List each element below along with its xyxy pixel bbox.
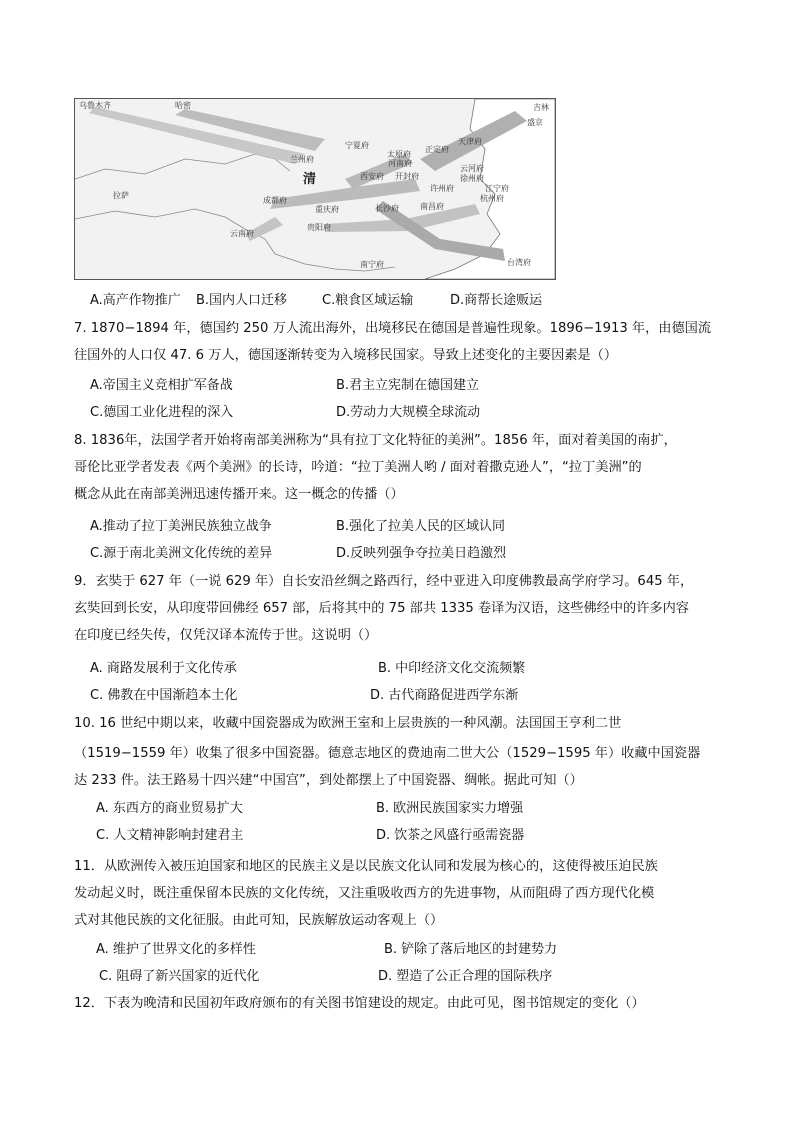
q9-option-b: B. 中印经济文化交流频繁: [378, 661, 526, 676]
q11-option-c: C. 阻碍了新兴国家的近代化: [99, 969, 260, 984]
q10-option-c: C. 人文精神影响封建君主: [96, 828, 244, 843]
map-label: 拉萨: [113, 191, 129, 200]
map-label: 杭州府: [480, 194, 504, 203]
q7-option-c: C.德国工业化进程的深入: [90, 405, 234, 420]
map-label: 太原府: [387, 150, 411, 159]
q10-stem-line: （1519−1559 年）收集了很多中国瓷器。德意志地区的费迪南二世大公（1529−1595 年）收藏中国瓷器: [74, 746, 701, 761]
q6-option-c: C.粮食区域运输: [322, 293, 414, 308]
map-label: 开封府: [395, 172, 419, 181]
map-label: 成都府: [263, 196, 287, 205]
map-label: 徐州府: [460, 174, 484, 183]
map-label: 南昌府: [420, 202, 444, 211]
map-label: 江宁府: [485, 184, 509, 193]
q9-stem-line: 9．玄奘于 627 年（一说 629 年）自长安沿丝绸之路西行，经中亚进入印度佛教最高学府学习。645 年，: [74, 574, 694, 589]
q9-option-c: C. 佛教在中国渐趋本土化: [90, 688, 238, 703]
q8-option-b: B.强化了拉美人民的区域认同: [336, 519, 506, 534]
qing-migration-map: [74, 98, 556, 280]
map-label: 乌鲁木齐: [79, 101, 111, 110]
map-label: 天津府: [458, 137, 482, 146]
q7-stem-line: 7. 1870−1894 年，德国约 250 万人流出海外，出境移民在德国是普遍性现象。1896−1913 年，由德国流: [74, 321, 712, 336]
q8-option-c: C.源于南北美洲文化传统的差异: [90, 546, 273, 561]
map-label: 河南府: [388, 159, 412, 168]
q9-stem-line: 在印度已经失传，仅凭汉译本流传于世。这说明（）: [74, 628, 378, 643]
q11-option-a: A. 维护了世界文化的多样性: [96, 942, 256, 957]
map-label-qing: 清: [303, 172, 317, 187]
q8-stem-line: 哥伦比亚学者发表《两个美洲》的长诗，吟道：“拉丁美洲人哟 / 面对着撒克逊人”，“拉丁美洲”的: [74, 460, 642, 475]
q7-stem-line: 往国外的人口仅 47. 6 万人，德国逐渐转变为入境移民国家。导致上述变化的主要因素是（）: [74, 348, 618, 363]
q11-option-d: D. 塑造了公正合理的国际秩序: [378, 969, 553, 984]
map-label: 宁夏府: [345, 141, 369, 150]
map-label: 兰州府: [290, 155, 314, 164]
q10-option-b: B. 欧洲民族国家实力增强: [376, 801, 524, 816]
map-label: 哈密: [175, 101, 191, 110]
q8-stem-line: 概念从此在南部美洲迅速传播开来。这一概念的传播（）: [74, 487, 404, 502]
map-label: 许州府: [430, 184, 454, 193]
q10-stem-line: 10. 16 世纪中期以来，收藏中国瓷器成为欧洲王室和上层贵族的一种风潮。法国国王亨利二世: [74, 716, 622, 731]
map-label: 吉林: [533, 103, 549, 112]
map-label: 南宁府: [360, 260, 384, 269]
map-graphic: [75, 99, 555, 279]
map-label: 云南府: [230, 229, 254, 238]
q7-option-d: D.劳动力大规模全球流动: [336, 405, 481, 420]
q10-option-d: D. 饮茶之风盛行亟需瓷器: [376, 828, 525, 843]
q7-option-b: B.君主立宪制在德国建立: [336, 378, 480, 393]
q6-option-d: D.商帮长途贩运: [450, 293, 543, 308]
q11-stem-line: 发动起义时，既注重保留本民族的文化传统，又注重吸收西方的先进事物，从而阻碍了西方现代化模: [74, 886, 655, 901]
q11-option-b: B. 铲除了落后地区的封建势力: [384, 942, 558, 957]
q11-stem-line: 11．从欧洲传入被压迫国家和地区的民族主义是以民族文化认同和发展为核心的，这使得被压迫民族: [74, 859, 658, 874]
q7-option-a: A.帝国主义竞相扩军备战: [90, 378, 233, 393]
q9-option-a: A. 商路发展利于文化传承: [90, 661, 237, 676]
q11-stem-line: 式对其他民族的文化征服。由此可知，民族解放运动客观上（）: [74, 913, 444, 928]
q12-stem-line: 12．下表为晚清和民国初年政府颁布的有关图书馆建设的规定。由此可见，图书馆规定的变化（）: [74, 996, 645, 1011]
map-label: 台湾府: [507, 258, 531, 267]
map-label: 西安府: [360, 172, 384, 181]
q9-stem-line: 玄奘回到长安，从印度带回佛经 657 部，后将其中的 75 部共 1335 卷译为汉语，这些佛经中的许多内容: [74, 601, 689, 616]
map-label: 长沙府: [375, 204, 399, 213]
q8-option-d: D.反映列强争夺拉美日趋激烈: [336, 546, 507, 561]
map-label: 贵阳府: [307, 223, 331, 232]
map-label: 正定府: [425, 145, 449, 154]
q8-option-a: A.推动了拉丁美洲民族独立战争: [90, 519, 272, 534]
q10-stem-line: 达 233 件。法王路易十四兴建“中国宫”，到处都摆上了中国瓷器、绸帐。据此可知（）: [74, 773, 583, 788]
q10-option-a: A. 东西方的商业贸易扩大: [96, 801, 243, 816]
q8-stem-line: 8. 1836年，法国学者开始将南部美洲称为“具有拉丁文化特征的美洲”。1856 年，面对着美国的南扩，: [74, 433, 677, 448]
q6-option-b: B.国内人口迁移: [196, 293, 288, 308]
map-label: 云河府: [460, 164, 484, 173]
map-label: 盛京: [527, 118, 543, 127]
map-label: 重庆府: [315, 205, 339, 214]
q6-option-a: A.高产作物推广: [90, 293, 181, 308]
q9-option-d: D. 古代商路促进西学东渐: [370, 688, 519, 703]
